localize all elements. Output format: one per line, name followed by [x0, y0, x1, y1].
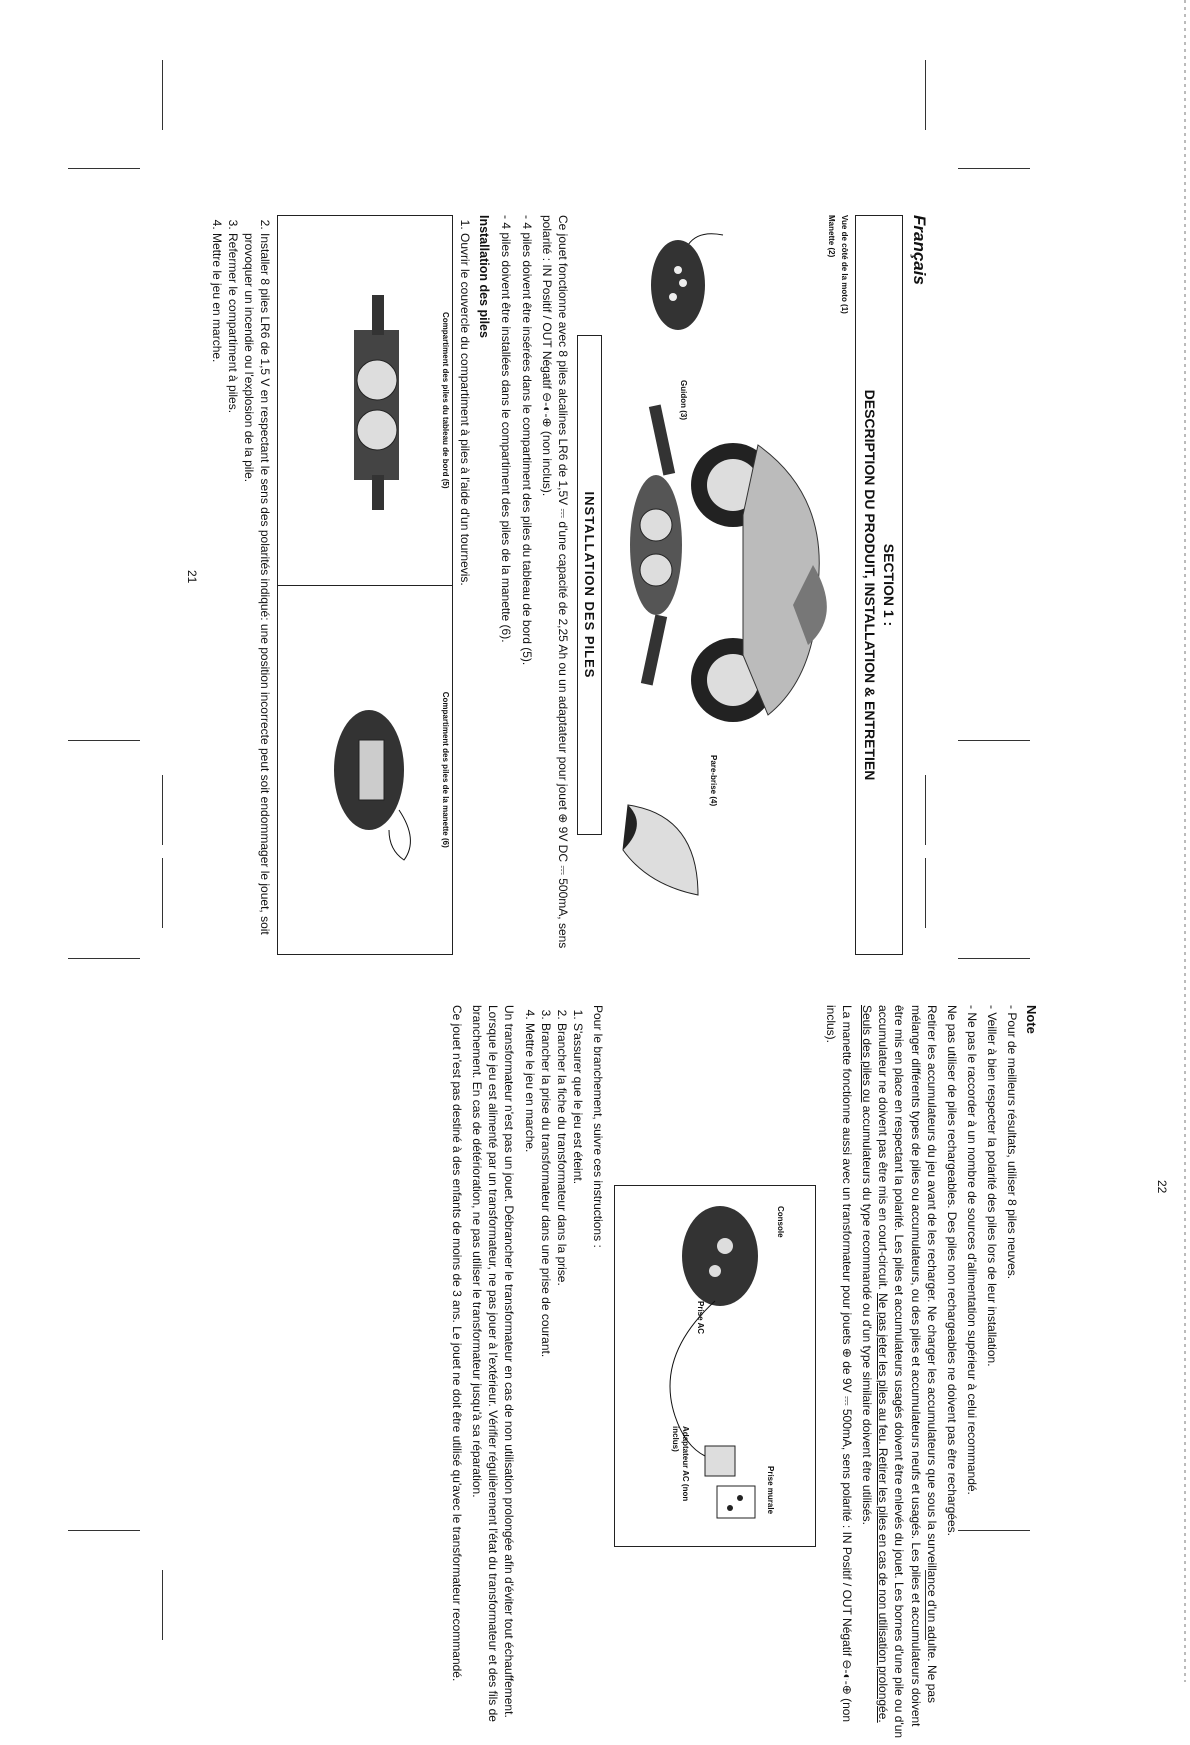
- controller-illustration: [648, 225, 728, 335]
- page-number: 21: [185, 570, 199, 584]
- diag-plug-label: Prise AC: [696, 1301, 706, 1335]
- crop-mark: [68, 740, 140, 741]
- motorbike-illustration: [688, 415, 838, 745]
- adapter-paragraph: La manette fonctionne aussi avec un transformateur pour jouets ⊕ de 9V ⎓ 500mA, sens polarité : IN Positif / OUT Négatif ⊖-◐-⊕ (non inclus).: [823, 1005, 854, 1723]
- note-item: - Ne pas le raccorder à un nombre de sources d'alimentation supérieur à celui recommandé.: [965, 1005, 980, 1495]
- page-21: [185, 215, 930, 955]
- install-step: 1. Ouvrir le couvercle du compartiment à piles à l'aide d'un tournevis.: [457, 233, 473, 955]
- install-step: 3. Refermer le compartiment à piles.: [225, 233, 241, 955]
- install-step: 2. Installer 8 piles LR6 de 1,5 V en respectant le sens des polarités indiqué: une position incorrecte peut soit endommager le jouet, soit provoquer un incendie ou l'explosion de la pile.: [241, 233, 273, 955]
- dash-compartment-caption: Compartiment des piles du tableau de bord (5): [441, 312, 451, 489]
- section-title: SECTION 1 :: [881, 543, 898, 627]
- accumulator-text-end: accumulateurs du type recommandé ou d'un type similaire doivent être utilisés.: [859, 1105, 874, 1525]
- controller-compartment-cell: [278, 585, 453, 955]
- crop-mark: [958, 958, 1030, 959]
- fig-handlebar-caption: Guidon (3): [679, 380, 689, 420]
- crop-mark: [162, 1570, 163, 1640]
- windshield-illustration: [613, 795, 708, 905]
- diag-console-label: Console: [776, 1206, 786, 1238]
- compartment-figures: [277, 215, 453, 955]
- language-heading: Français: [910, 215, 929, 285]
- install-steps-continued: [208, 215, 273, 955]
- dash-compartment-cell: [278, 216, 453, 586]
- controller-compartment-caption: Compartiment des piles de la manette (6): [441, 691, 451, 848]
- crop-mark: [68, 958, 140, 959]
- dashboard-illustration: [319, 290, 439, 510]
- rechargeable-paragraph: Ne pas utiliser de piles rechargeables. Des piles non rechargeables ne doivent pas être rechargées.: [944, 1005, 959, 1536]
- crop-mark: [68, 168, 140, 169]
- controller-back-illustration: [319, 660, 439, 880]
- connection-step: 2. Brancher la fiche du transformateur dans la prise.: [554, 1023, 570, 1745]
- install-subheading: Installation des piles: [477, 215, 492, 338]
- page-number: 22: [1155, 1180, 1169, 1194]
- diag-outlet-label: Prise murale: [766, 1466, 776, 1515]
- connection-steps: [521, 1005, 586, 1745]
- install-step: 4. Mettre le jeu en marche.: [208, 233, 224, 955]
- section-subtitle: DESCRIPTION DU PRODUIT, INSTALLATION & ENTRETIEN: [862, 389, 879, 781]
- crop-mark: [958, 740, 1030, 741]
- battery-bullet-1: - 4 piles doivent être insérées dans le compartiment des piles du tableau de bord (5).: [519, 215, 534, 666]
- handlebar-illustration: [618, 395, 688, 695]
- scan-edge: [1184, 0, 1186, 1682]
- note-item: - Veiller à bien respecter la polarité des piles lors de leur installation.: [985, 1005, 1000, 1367]
- connection-step: 4. Mettre le jeu en marche.: [521, 1023, 537, 1745]
- transformer-paragraph: Un transformateur n'est pas un jouet. Débrancher le transformateur en cas de non utilisation prolongée afin d'éviter tout échauffement. Lorsque le jeu est alimenté par un transformateur, ne pas jouer à l'extérieur. Vérifier régulièrement l'état du transformateur et des fils de branchement. En cas de détérioration, ne pas utiliser le transformateur jusqu'à sa réparation.: [470, 1005, 517, 1722]
- section-title-box: [855, 215, 903, 955]
- fig-controller-caption: Manette (2): [827, 215, 837, 258]
- install-steps: [457, 215, 473, 955]
- fig-side-view-caption: Vue de côté de la moto (1): [840, 215, 850, 314]
- connection-intro: Pour le branchement, suivre ces instructions :: [591, 1005, 606, 1248]
- page-22: [220, 1005, 1169, 1745]
- age-paragraph: Ce jouet n'est pas destiné à des enfants de moins de 3 ans. Le jouet ne doit être utilisé qu'avec le transformateur recommandé.: [449, 1005, 464, 1682]
- diag-adapter-label: Adaptateur AC (non inclus): [670, 1426, 691, 1502]
- connection-step: 3. Brancher la prise du transformateur dans une prise de courant.: [538, 1023, 554, 1745]
- install-heading: INSTALLATION DES PILES: [577, 335, 603, 835]
- connection-diagram: [614, 1185, 816, 1547]
- crop-mark: [162, 60, 163, 130]
- note-item: - Pour de meilleurs résultats, utiliser 8 piles neuves.: [1005, 1005, 1020, 1280]
- accumulator-paragraph: [859, 1005, 940, 1745]
- connection-step: 1. S'assurer que le jeu est éteint.: [570, 1023, 586, 1745]
- battery-paragraph: Ce jouet fonctionne avec 8 piles alcalines LR6 de 1,5V ⎓ d'une capacité de 2,25 Ah ou un adaptateur pour jouet ⊕ 9V DC ⎓ 500mA, sens polarité : IN Positif / OUT Négatif ⊖-◐-⊕ (non inclus).: [539, 215, 570, 949]
- crop-mark: [162, 775, 163, 845]
- crop-mark: [162, 858, 163, 928]
- crop-mark: [68, 1530, 140, 1531]
- product-figures: [608, 215, 838, 955]
- crop-mark: [958, 168, 1030, 169]
- accumulator-underlined: Ne pas jeter les piles au feu. Retirer les piles en cas de non utilisation prolongée. Seuls des piles ou: [859, 1005, 891, 1723]
- note-title: Note: [1024, 1005, 1039, 1034]
- connection-illustration: [615, 1186, 815, 1546]
- fig-windshield-caption: Pare-brise (4): [709, 755, 719, 807]
- accumulator-text: Retirer les accumulateurs du jeu avant de les recharger. Ne charger les accumulateurs que sous la surveillance d'un adulte. Ne pas mélanger différents types de piles ou accumulateurs, ou des piles et accumulateurs neufs et usagés. Les piles et accumulateurs doivent être mis en place en respectant la polarité. Les piles et accumulateurs usagés doivent être enlevés du jouet. Les bornes d'une pile ou d'un accumulateur ne doivent pas être mis en court-circuit.: [876, 1005, 939, 1739]
- crop-mark: [925, 60, 926, 130]
- battery-bullet-2: - 4 piles doivent être installées dans le compartiment des piles de la manette (6).: [499, 215, 514, 643]
